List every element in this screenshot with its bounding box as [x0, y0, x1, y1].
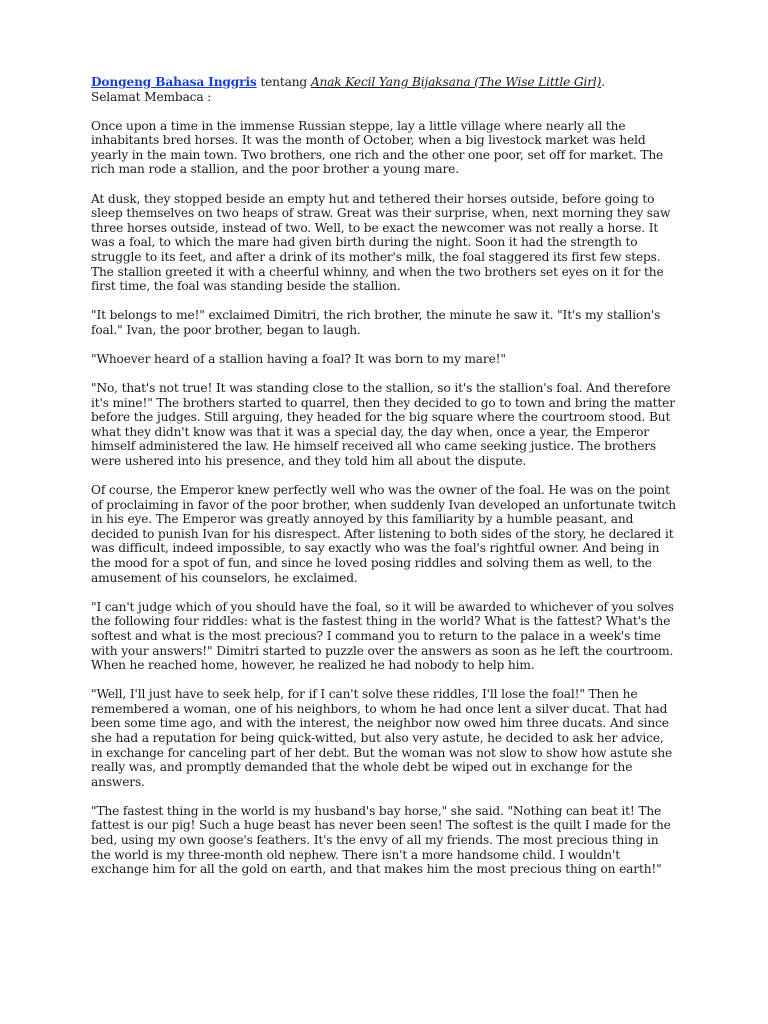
paragraph-5: "No, that's not true! It was standing close to the stallion, so it's the stallion's foal. And therefore it's mine!" The brothers started to quarrel, then they decided to go to town and bring the matter before the judges. Still arguing, they headed for the big square where the courtroom stood. But what they didn't know was that it was a special day, the day when, once a year, the Emperor himself administered the law. He himself received all who came seeking justice. The brothers were ushered into his presence, and they told him all about the dispute.: [91, 381, 675, 468]
connector-text: tentang: [256, 75, 311, 89]
paragraph-8: "Well, I'll just have to seek help, for if I can't solve these riddles, I'll lose the foal!" Then he remembered a woman, one of his neighbors, to whom he had once lent a silver ducat. That had been some time ago, and with the interest, the neighbor now owed him three ducats. And since she had a reputation for being quick-witted, but also very astute, he decided to ask her advice, in exchange for canceling part of her debt. But the woman was not slow to show how astute she really was, and promptly demanded that the whole debt be wiped out in exchange for the answers.: [91, 687, 673, 789]
greeting-text: Selamat Membaca :: [91, 89, 212, 104]
title-link[interactable]: Dongeng Bahasa Inggris: [91, 75, 257, 89]
period-text: .: [601, 75, 605, 89]
paragraph-1: Once upon a time in the immense Russian steppe, lay a little village where nearly all the inhabitants bred horses. It was the month of October, when a big livestock market was held yearly in the main town. Two brothers, one rich and the other one poor, set off for market. The rich man rode a stallion, and the poor brother a young mare.: [91, 118, 664, 177]
paragraph-4: "Whoever heard of a stallion having a foal? It was born to my mare!": [91, 351, 506, 366]
paragraph-9: "The fastest thing in the world is my husband's bay horse," she said. "Nothing can beat it! The fattest is our pig! Such a huge beast has never been seen! The softest is the quilt I made for the bed, using my own goose's feathers. It's the envy of all my friends. The most precious thing in the world is my three-month old nephew. There isn't a more handsome child. I wouldn't exchange him for all the gold on earth, and that makes him the most precious thing on earth!": [91, 803, 671, 877]
paragraph-2: At dusk, they stopped beside an empty hut and tethered their horses outside, before going to sleep themselves on two heaps of straw. Great was their surprise, when, next morning they saw three horses outside, instead of two. Well, to be exact the newcomer was not really a horse. It was a foal, to which the mare had given birth during the night. Soon it had the strength to struggle to its feet, and after a drink of its mother's milk, the foal staggered its first few steps. The stallion greeted it with a cheerful whinny, and when the two brothers set eyes on it for the first time, the foal was standing beside the stallion.: [91, 191, 671, 294]
paragraph-3: "It belongs to me!" exclaimed Dimitri, the rich brother, the minute he saw it. "It's my stallion's foal." Ivan, the poor brother, began to laugh.: [91, 308, 661, 337]
intro-block: [91, 75, 677, 104]
story-title-link[interactable]: Anak Kecil Yang Bijaksana (The Wise Little Girl): [310, 75, 602, 89]
paragraph-6: Of course, the Emperor knew perfectly well who was the owner of the foal. He was on the point of proclaiming in favor of the poor brother, when suddenly Ivan developed an unfortunate twitch in his eye. The Emperor was greatly annoyed by this familiarity by a humble peasant, and decided to punish Ivan for his disrespect. After listening to both sides of the story, he declared it was difficult, indeed impossible, to say exactly who was the foal's rightful owner. And being in the mood for a spot of fun, and since he loved posing riddles and solving them as well, to the amusement of his counselors, he exclaimed.: [91, 483, 676, 585]
paragraph-7: "I can't judge which of you should have the foal, so it will be awarded to whichever of you solves the following four riddles: what is the fastest thing in the world? What is the fattest? What's the softest and what is the most precious? I command you to return to the palace in a week's time with your answers!" Dimitri started to puzzle over the answers as soon as he left the courtroom. When he reached home, however, he realized he had nobody to help him.: [91, 599, 674, 673]
document-page: [91, 75, 677, 891]
